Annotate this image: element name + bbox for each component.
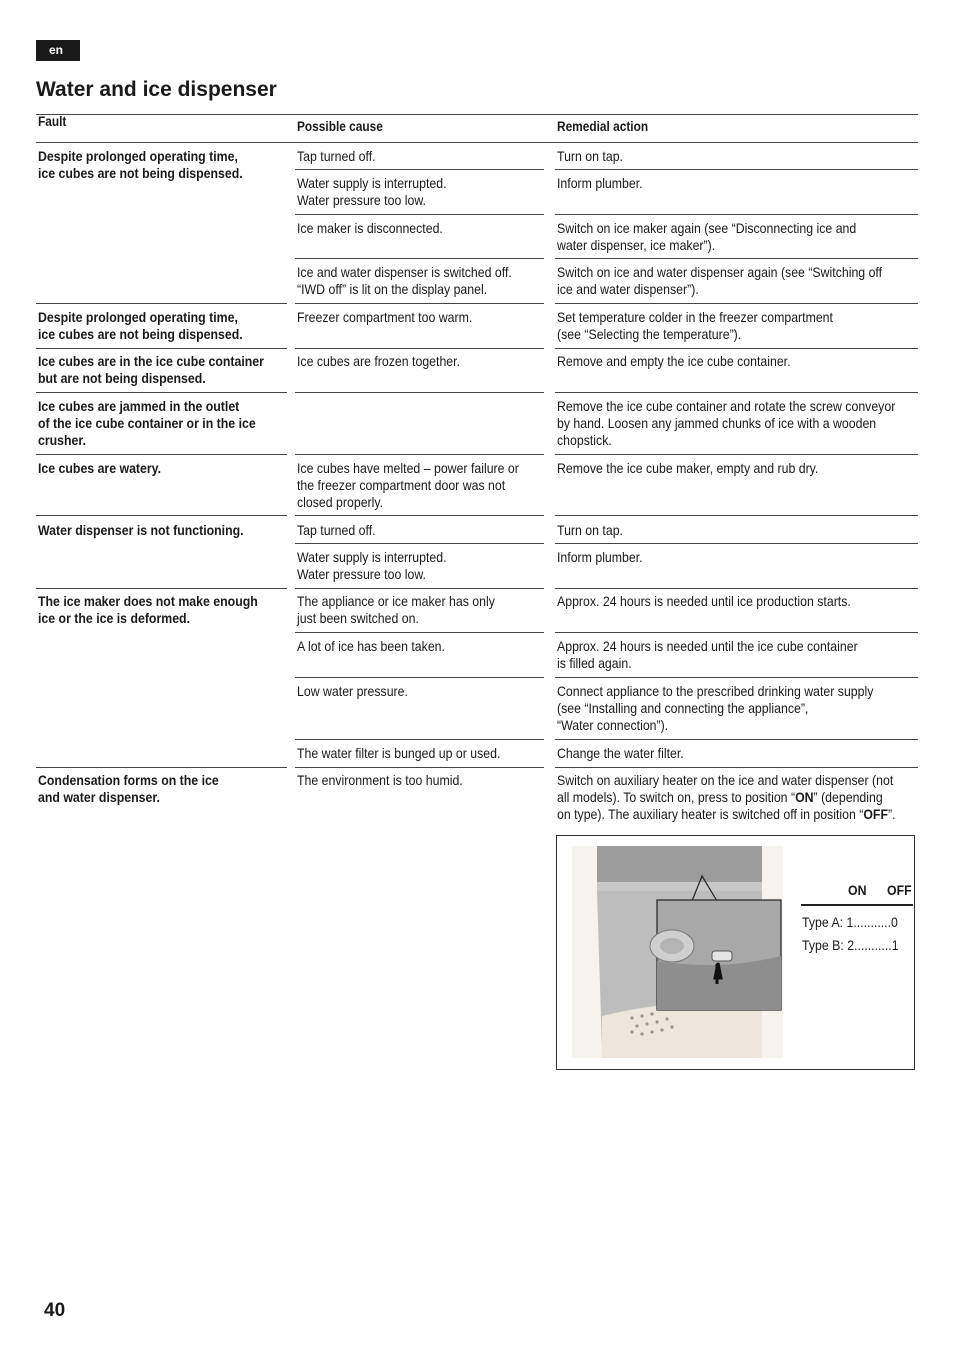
action-cell-line: Inform plumber. — [557, 549, 643, 565]
cause-cell-line: Low water pressure. — [297, 683, 408, 699]
fault-cell-line: Ice cubes are watery. — [38, 460, 162, 476]
table-rule — [36, 767, 287, 768]
cause-cell — [297, 264, 512, 298]
column-header-action: Remedial action — [557, 119, 649, 134]
action-cell-line: Remove and empty the ice cube container. — [557, 353, 791, 369]
fault-cell — [38, 460, 161, 477]
table-rule — [555, 515, 918, 516]
cause-cell — [297, 460, 519, 511]
table-rule — [295, 677, 544, 678]
legend-divider — [801, 904, 913, 906]
cause-cell — [297, 220, 443, 237]
table-rule — [295, 214, 544, 215]
page-number: 40 — [44, 1300, 66, 1321]
cause-cell — [297, 638, 445, 655]
action-cell-line: by hand. Loosen any jammed chunks of ice with a wooden — [557, 415, 877, 431]
cause-cell-line: the freezer compartment door was not — [297, 477, 506, 493]
cause-cell — [297, 772, 463, 789]
table-rule — [555, 169, 918, 170]
cause-cell-line: Ice maker is disconnected. — [297, 220, 443, 236]
fault-cell-line: ice or the ice is deformed. — [38, 610, 191, 626]
cause-cell-line: Water pressure too low. — [297, 192, 426, 208]
table-rule — [36, 588, 287, 589]
cause-cell-line: Ice and water dispenser is switched off. — [297, 264, 512, 280]
table-rule — [295, 588, 544, 589]
fault-cell-line: of the ice cube container or in the ice — [38, 415, 256, 431]
cause-cell — [297, 353, 460, 370]
table-rule — [555, 632, 918, 633]
fault-cell-line: ice cubes are not being dispensed. — [38, 326, 243, 342]
table-rule — [295, 767, 544, 768]
table-rule — [295, 258, 544, 259]
fault-cell-line: Ice cubes are in the ice cube container — [38, 353, 264, 369]
table-rule — [555, 392, 918, 393]
table-rule — [295, 739, 544, 740]
fault-cell — [38, 398, 256, 449]
action-cell — [557, 175, 643, 192]
action-cell-line: Turn on tap. — [557, 148, 623, 164]
cause-cell-line: The environment is too humid. — [297, 772, 463, 788]
action-cell — [557, 220, 856, 254]
cause-cell-line: Ice cubes have melted – power failure or — [297, 460, 519, 476]
action-cell — [557, 522, 623, 539]
action-cell-line: Remove the ice cube maker, empty and rub dry. — [557, 460, 819, 476]
action-cell-line: Turn on tap. — [557, 522, 623, 538]
table-rule — [36, 114, 918, 115]
table-rule — [555, 303, 918, 304]
action-cell-line: Approx. 24 hours is needed until the ice cube container — [557, 638, 858, 654]
table-rule — [555, 454, 918, 455]
fault-cell — [38, 309, 243, 343]
legend-type-a: Type A: 1...........0 — [802, 914, 898, 930]
table-rule — [555, 258, 918, 259]
fault-cell — [38, 353, 264, 387]
table-rule — [295, 348, 544, 349]
cause-cell-line: A lot of ice has been taken. — [297, 638, 445, 654]
fault-cell-line: ice cubes are not being dispensed. — [38, 165, 243, 181]
cause-cell — [297, 683, 408, 700]
action-cell-line: Approx. 24 hours is needed until ice production starts. — [557, 593, 851, 609]
column-header-cause: Possible cause — [297, 119, 383, 134]
fault-cell-line: crusher. — [38, 432, 86, 448]
table-rule — [295, 515, 544, 516]
cause-cell — [297, 593, 495, 627]
table-rule — [555, 543, 918, 544]
fault-cell-line: Water dispenser is not functioning. — [38, 522, 244, 538]
action-cell-line: Set temperature colder in the freezer compartment — [557, 309, 833, 325]
action-cell — [557, 593, 851, 610]
action-cell-line: water dispenser, ice maker”). — [557, 237, 716, 253]
legend-type-b: Type B: 2...........1 — [802, 937, 899, 953]
table-rule — [555, 767, 918, 768]
cause-cell-line: The water filter is bunged up or used. — [297, 745, 501, 761]
table-rule — [36, 454, 287, 455]
table-rule — [295, 632, 544, 633]
dispenser-switch-illustration — [572, 846, 783, 1058]
fault-cell-line: Ice cubes are jammed in the outlet — [38, 398, 240, 414]
legend-on-label: ON — [848, 882, 867, 898]
table-rule — [555, 214, 918, 215]
cause-cell-line: The appliance or ice maker has only — [297, 593, 495, 609]
cause-cell-line: “IWD off” is lit on the display panel. — [297, 281, 488, 297]
fault-cell — [38, 593, 258, 627]
cause-cell — [297, 522, 376, 539]
column-header-fault: Fault — [38, 114, 67, 129]
action-cell-line: “Water connection”). — [557, 717, 669, 733]
fault-cell — [38, 772, 219, 806]
action-cell-line: Change the water filter. — [557, 745, 684, 761]
cause-cell-line: Ice cubes are frozen together. — [297, 353, 461, 369]
action-cell — [557, 460, 818, 477]
table-rule — [295, 169, 544, 170]
fault-cell-line: Condensation forms on the ice — [38, 772, 219, 788]
action-cell: Switch on auxiliary heater on the ice and water dispenser (not all models). To switch on, press to position “ON” (depending on type). The auxiliary heater is switched off in position “OFF”. — [557, 772, 896, 822]
legend-off-label: OFF — [887, 882, 912, 898]
action-cell-line: is filled again. — [557, 655, 632, 671]
action-cell-line: Switch on ice maker again (see “Disconnecting ice and — [557, 220, 857, 236]
cause-cell-line: Water pressure too low. — [297, 566, 426, 582]
on-position-label: ON — [795, 789, 814, 805]
cause-cell — [297, 745, 500, 762]
action-cell-line: (see “Installing and connecting the appliance”, — [557, 700, 809, 716]
action-cell-line: Inform plumber. — [557, 175, 643, 191]
action-cell — [557, 683, 873, 734]
action-cell — [557, 148, 623, 165]
page-title: Water and ice dispenser — [36, 78, 277, 101]
table-rule — [36, 303, 287, 304]
table-rule — [36, 348, 287, 349]
fault-cell — [38, 522, 244, 539]
table-rule — [295, 454, 544, 455]
language-tag: en — [36, 40, 80, 61]
cause-cell-line: just been switched on. — [297, 610, 419, 626]
table-rule — [555, 348, 918, 349]
cause-cell-line: Tap turned off. — [297, 522, 376, 538]
table-rule — [36, 515, 287, 516]
action-cell-line: Switch on ice and water dispenser again (see “Switching off — [557, 264, 883, 280]
cause-cell-line: closed properly. — [297, 494, 384, 510]
cause-cell-line: Water supply is interrupted. — [297, 549, 447, 565]
action-cell — [557, 745, 684, 762]
action-cell — [557, 264, 882, 298]
table-rule — [555, 588, 918, 589]
fault-cell-line: but are not being dispensed. — [38, 370, 206, 386]
action-cell-line: (see “Selecting the temperature”). — [557, 326, 742, 342]
table-rule — [295, 543, 544, 544]
cause-cell — [297, 148, 376, 165]
table-rule — [36, 392, 287, 393]
action-cell — [557, 549, 643, 566]
table-rule — [295, 303, 544, 304]
table-rule — [555, 739, 918, 740]
fault-cell — [38, 148, 243, 182]
cause-cell-line: Water supply is interrupted. — [297, 175, 447, 191]
cause-cell — [297, 309, 472, 326]
cause-cell-line: Freezer compartment too warm. — [297, 309, 473, 325]
action-cell-line: ice and water dispenser”). — [557, 281, 699, 297]
cause-cell — [297, 549, 447, 583]
action-cell — [557, 638, 858, 672]
fault-cell-line: Despite prolonged operating time, — [38, 309, 238, 325]
action-cell-line: chopstick. — [557, 432, 612, 448]
table-rule — [36, 142, 918, 143]
table-rule — [555, 677, 918, 678]
fault-cell-line: The ice maker does not make enough — [38, 593, 258, 609]
action-cell-line: Remove the ice cube container and rotate the screw conveyor — [557, 398, 896, 414]
cause-cell — [297, 175, 447, 209]
action-cell — [557, 309, 833, 343]
fault-cell-line: Despite prolonged operating time, — [38, 148, 238, 164]
fault-cell-line: and water dispenser. — [38, 789, 160, 805]
action-cell-line: Connect appliance to the prescribed drinking water supply — [557, 683, 874, 699]
off-position-label: OFF — [863, 806, 888, 822]
action-cell — [557, 398, 895, 449]
table-rule — [295, 392, 544, 393]
action-cell — [557, 353, 791, 370]
cause-cell-line: Tap turned off. — [297, 148, 376, 164]
